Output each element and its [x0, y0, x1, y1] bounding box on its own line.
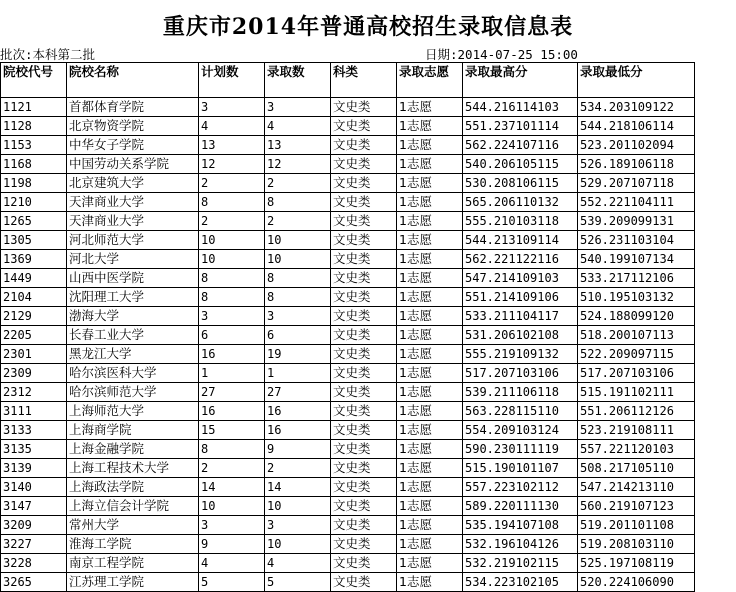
cell-admit-count: 3 [265, 516, 331, 535]
cell-plan-count: 6 [199, 326, 265, 345]
cell-subject: 文史类 [331, 136, 397, 155]
table-row [1, 383, 695, 402]
cell-admit-count: 10 [265, 497, 331, 516]
cell-school-name: 北京物资学院 [67, 117, 199, 136]
cell-choice: 1志愿 [397, 193, 463, 212]
cell-school-name: 哈尔滨师范大学 [67, 383, 199, 402]
table-row [1, 440, 695, 459]
table-row [1, 402, 695, 421]
cell-plan-count: 15 [199, 421, 265, 440]
cell-choice: 1志愿 [397, 345, 463, 364]
cell-choice: 1志愿 [397, 288, 463, 307]
cell-admit-count: 10 [265, 231, 331, 250]
table-row [1, 326, 695, 345]
cell-min-score: 533.217112106 [578, 269, 695, 288]
header-plan-count: 计划数 [199, 63, 265, 98]
cell-max-score: 555.210103118 [463, 212, 578, 231]
cell-choice: 1志愿 [397, 364, 463, 383]
cell-admit-count: 3 [265, 307, 331, 326]
cell-school-name: 河北师范大学 [67, 231, 199, 250]
cell-plan-count: 10 [199, 231, 265, 250]
cell-choice: 1志愿 [397, 136, 463, 155]
cell-max-score: 539.211106118 [463, 383, 578, 402]
cell-choice: 1志愿 [397, 98, 463, 117]
cell-max-score: 562.224107116 [463, 136, 578, 155]
cell-min-score: 544.218106114 [578, 117, 695, 136]
cell-school-code: 1153 [1, 136, 67, 155]
cell-plan-count: 3 [199, 307, 265, 326]
cell-school-code: 2104 [1, 288, 67, 307]
cell-min-score: 517.207103106 [578, 364, 695, 383]
batch-label: 批次:本科第二批 [0, 47, 96, 62]
cell-school-name: 北京建筑大学 [67, 174, 199, 193]
cell-school-code: 3139 [1, 459, 67, 478]
cell-school-code: 2301 [1, 345, 67, 364]
cell-min-score: 526.231103104 [578, 231, 695, 250]
table-row [1, 459, 695, 478]
cell-max-score: 540.206105115 [463, 155, 578, 174]
cell-subject: 文史类 [331, 364, 397, 383]
cell-choice: 1志愿 [397, 155, 463, 174]
cell-school-name: 山西中医学院 [67, 269, 199, 288]
table-row [1, 554, 695, 573]
cell-subject: 文史类 [331, 269, 397, 288]
cell-school-name: 上海商学院 [67, 421, 199, 440]
header-school-name: 院校名称 [67, 63, 199, 98]
cell-admit-count: 1 [265, 364, 331, 383]
cell-plan-count: 2 [199, 174, 265, 193]
cell-admit-count: 3 [265, 98, 331, 117]
cell-school-name: 江苏理工学院 [67, 573, 199, 592]
cell-min-score: 524.188099120 [578, 307, 695, 326]
cell-plan-count: 8 [199, 193, 265, 212]
cell-school-code: 3209 [1, 516, 67, 535]
cell-max-score: 551.237101114 [463, 117, 578, 136]
cell-admit-count: 27 [265, 383, 331, 402]
table-row [1, 345, 695, 364]
cell-choice: 1志愿 [397, 573, 463, 592]
cell-admit-count: 8 [265, 269, 331, 288]
cell-plan-count: 8 [199, 269, 265, 288]
cell-admit-count: 12 [265, 155, 331, 174]
cell-school-code: 1369 [1, 250, 67, 269]
cell-admit-count: 16 [265, 402, 331, 421]
cell-school-code: 3111 [1, 402, 67, 421]
cell-choice: 1志愿 [397, 516, 463, 535]
cell-choice: 1志愿 [397, 440, 463, 459]
cell-school-name: 天津商业大学 [67, 212, 199, 231]
cell-admit-count: 13 [265, 136, 331, 155]
cell-admit-count: 10 [265, 250, 331, 269]
cell-max-score: 515.190101107 [463, 459, 578, 478]
cell-min-score: 523.201102094 [578, 136, 695, 155]
table-row [1, 212, 695, 231]
cell-max-score: 532.196104126 [463, 535, 578, 554]
cell-max-score: 590.230111119 [463, 440, 578, 459]
table-row [1, 307, 695, 326]
cell-subject: 文史类 [331, 554, 397, 573]
cell-plan-count: 12 [199, 155, 265, 174]
cell-school-code: 3228 [1, 554, 67, 573]
header-choice: 录取志愿 [397, 63, 463, 98]
cell-choice: 1志愿 [397, 269, 463, 288]
cell-school-name: 河北大学 [67, 250, 199, 269]
cell-subject: 文史类 [331, 326, 397, 345]
cell-subject: 文史类 [331, 174, 397, 193]
cell-choice: 1志愿 [397, 250, 463, 269]
cell-subject: 文史类 [331, 402, 397, 421]
table-row [1, 421, 695, 440]
cell-max-score: 554.209103124 [463, 421, 578, 440]
cell-min-score: 526.189106118 [578, 155, 695, 174]
cell-school-code: 3135 [1, 440, 67, 459]
cell-max-score: 534.223102105 [463, 573, 578, 592]
cell-min-score: 522.209097115 [578, 345, 695, 364]
cell-plan-count: 4 [199, 554, 265, 573]
cell-max-score: 547.214109103 [463, 269, 578, 288]
cell-subject: 文史类 [331, 155, 397, 174]
cell-min-score: 508.217105110 [578, 459, 695, 478]
cell-subject: 文史类 [331, 212, 397, 231]
cell-school-code: 3147 [1, 497, 67, 516]
cell-subject: 文史类 [331, 98, 397, 117]
cell-min-score: 540.199107134 [578, 250, 695, 269]
cell-choice: 1志愿 [397, 326, 463, 345]
cell-admit-count: 2 [265, 174, 331, 193]
cell-school-name: 哈尔滨医科大学 [67, 364, 199, 383]
cell-choice: 1志愿 [397, 231, 463, 250]
cell-max-score: 535.194107108 [463, 516, 578, 535]
cell-max-score: 562.221122116 [463, 250, 578, 269]
cell-min-score: 525.197108119 [578, 554, 695, 573]
cell-plan-count: 16 [199, 402, 265, 421]
cell-school-code: 1128 [1, 117, 67, 136]
table-row [1, 174, 695, 193]
table-row [1, 136, 695, 155]
cell-school-code: 1168 [1, 155, 67, 174]
table-row [1, 516, 695, 535]
cell-choice: 1志愿 [397, 307, 463, 326]
cell-school-name: 淮海工学院 [67, 535, 199, 554]
table-row [1, 193, 695, 212]
cell-school-name: 长春工业大学 [67, 326, 199, 345]
cell-plan-count: 16 [199, 345, 265, 364]
cell-min-score: 534.203109122 [578, 98, 695, 117]
cell-school-code: 2312 [1, 383, 67, 402]
cell-school-code: 2129 [1, 307, 67, 326]
cell-max-score: 530.208106115 [463, 174, 578, 193]
cell-max-score: 532.219102115 [463, 554, 578, 573]
cell-max-score: 551.214109106 [463, 288, 578, 307]
cell-choice: 1志愿 [397, 421, 463, 440]
cell-choice: 1志愿 [397, 497, 463, 516]
cell-min-score: 520.224106090 [578, 573, 695, 592]
cell-school-code: 1198 [1, 174, 67, 193]
table-row [1, 155, 695, 174]
cell-plan-count: 2 [199, 459, 265, 478]
cell-school-code: 1305 [1, 231, 67, 250]
cell-school-code: 2205 [1, 326, 67, 345]
cell-choice: 1志愿 [397, 459, 463, 478]
cell-school-name: 沈阳理工大学 [67, 288, 199, 307]
cell-subject: 文史类 [331, 383, 397, 402]
cell-min-score: 523.219108111 [578, 421, 695, 440]
cell-max-score: 589.220111130 [463, 497, 578, 516]
date-label: 日期:2014-07-25 15:00 [425, 47, 578, 62]
cell-plan-count: 27 [199, 383, 265, 402]
table-row [1, 98, 695, 117]
cell-admit-count: 4 [265, 554, 331, 573]
cell-subject: 文史类 [331, 345, 397, 364]
cell-admit-count: 6 [265, 326, 331, 345]
cell-plan-count: 10 [199, 250, 265, 269]
cell-choice: 1志愿 [397, 117, 463, 136]
cell-admit-count: 5 [265, 573, 331, 592]
cell-school-code: 3140 [1, 478, 67, 497]
cell-subject: 文史类 [331, 250, 397, 269]
cell-admit-count: 2 [265, 459, 331, 478]
cell-subject: 文史类 [331, 440, 397, 459]
table-row [1, 231, 695, 250]
cell-plan-count: 13 [199, 136, 265, 155]
cell-school-name: 黑龙江大学 [67, 345, 199, 364]
cell-subject: 文史类 [331, 497, 397, 516]
cell-plan-count: 1 [199, 364, 265, 383]
cell-school-name: 上海政法学院 [67, 478, 199, 497]
cell-choice: 1志愿 [397, 535, 463, 554]
table-row [1, 250, 695, 269]
cell-school-code: 1210 [1, 193, 67, 212]
table-row [1, 288, 695, 307]
cell-school-name: 中华女子学院 [67, 136, 199, 155]
cell-admit-count: 16 [265, 421, 331, 440]
cell-school-name: 渤海大学 [67, 307, 199, 326]
cell-max-score: 533.211104117 [463, 307, 578, 326]
cell-choice: 1志愿 [397, 554, 463, 573]
cell-admit-count: 8 [265, 193, 331, 212]
cell-plan-count: 2 [199, 212, 265, 231]
admission-table [0, 62, 695, 592]
cell-school-name: 上海金融学院 [67, 440, 199, 459]
cell-subject: 文史类 [331, 193, 397, 212]
cell-plan-count: 5 [199, 573, 265, 592]
header-row [1, 63, 695, 98]
cell-school-name: 上海师范大学 [67, 402, 199, 421]
table-row [1, 269, 695, 288]
cell-subject: 文史类 [331, 421, 397, 440]
cell-min-score: 551.206112126 [578, 402, 695, 421]
cell-plan-count: 4 [199, 117, 265, 136]
cell-school-code: 3133 [1, 421, 67, 440]
cell-plan-count: 9 [199, 535, 265, 554]
cell-subject: 文史类 [331, 307, 397, 326]
cell-max-score: 544.213109114 [463, 231, 578, 250]
cell-school-name: 南京工程学院 [67, 554, 199, 573]
cell-admit-count: 10 [265, 535, 331, 554]
cell-max-score: 557.223102112 [463, 478, 578, 497]
cell-school-name: 中国劳动关系学院 [67, 155, 199, 174]
cell-subject: 文史类 [331, 573, 397, 592]
cell-plan-count: 8 [199, 440, 265, 459]
header-min-score: 录取最低分 [578, 63, 695, 98]
cell-plan-count: 10 [199, 497, 265, 516]
cell-choice: 1志愿 [397, 383, 463, 402]
cell-min-score: 560.219107123 [578, 497, 695, 516]
cell-choice: 1志愿 [397, 478, 463, 497]
cell-subject: 文史类 [331, 459, 397, 478]
cell-min-score: 547.214213110 [578, 478, 695, 497]
cell-admit-count: 4 [265, 117, 331, 136]
cell-school-name: 天津商业大学 [67, 193, 199, 212]
cell-min-score: 557.221120103 [578, 440, 695, 459]
cell-admit-count: 14 [265, 478, 331, 497]
table-row [1, 364, 695, 383]
cell-school-code: 1121 [1, 98, 67, 117]
cell-plan-count: 14 [199, 478, 265, 497]
cell-school-code: 1449 [1, 269, 67, 288]
cell-subject: 文史类 [331, 117, 397, 136]
page-title: 重庆市2014年普通高校招生录取信息表 [162, 14, 574, 40]
header-max-score: 录取最高分 [463, 63, 578, 98]
cell-plan-count: 3 [199, 98, 265, 117]
cell-choice: 1志愿 [397, 174, 463, 193]
cell-min-score: 519.201101108 [578, 516, 695, 535]
cell-choice: 1志愿 [397, 402, 463, 421]
cell-subject: 文史类 [331, 478, 397, 497]
cell-min-score: 529.207107118 [578, 174, 695, 193]
cell-subject: 文史类 [331, 516, 397, 535]
cell-school-name: 首都体育学院 [67, 98, 199, 117]
cell-plan-count: 8 [199, 288, 265, 307]
cell-subject: 文史类 [331, 288, 397, 307]
cell-max-score: 563.228115110 [463, 402, 578, 421]
cell-max-score: 544.216114103 [463, 98, 578, 117]
cell-admit-count: 8 [265, 288, 331, 307]
table-row [1, 497, 695, 516]
cell-choice: 1志愿 [397, 212, 463, 231]
cell-school-code: 1265 [1, 212, 67, 231]
cell-school-name: 上海立信会计学院 [67, 497, 199, 516]
cell-min-score: 552.221104111 [578, 193, 695, 212]
cell-max-score: 555.219109132 [463, 345, 578, 364]
cell-school-code: 3227 [1, 535, 67, 554]
cell-max-score: 517.207103106 [463, 364, 578, 383]
cell-plan-count: 3 [199, 516, 265, 535]
table-row [1, 573, 695, 592]
cell-min-score: 539.209099131 [578, 212, 695, 231]
cell-school-code: 2309 [1, 364, 67, 383]
table-row [1, 117, 695, 136]
cell-max-score: 531.206102108 [463, 326, 578, 345]
table-row [1, 478, 695, 497]
cell-max-score: 565.206110132 [463, 193, 578, 212]
cell-min-score: 519.208103110 [578, 535, 695, 554]
cell-subject: 文史类 [331, 231, 397, 250]
cell-min-score: 518.200107113 [578, 326, 695, 345]
cell-min-score: 510.195103132 [578, 288, 695, 307]
header-subject: 科类 [331, 63, 397, 98]
cell-admit-count: 2 [265, 212, 331, 231]
cell-school-code: 3265 [1, 573, 67, 592]
cell-admit-count: 19 [265, 345, 331, 364]
table-row [1, 535, 695, 554]
cell-min-score: 515.191102111 [578, 383, 695, 402]
cell-admit-count: 9 [265, 440, 331, 459]
header-school-code: 院校代号 [1, 63, 67, 98]
cell-school-name: 常州大学 [67, 516, 199, 535]
cell-school-name: 上海工程技术大学 [67, 459, 199, 478]
cell-subject: 文史类 [331, 535, 397, 554]
header-admit-count: 录取数 [265, 63, 331, 98]
